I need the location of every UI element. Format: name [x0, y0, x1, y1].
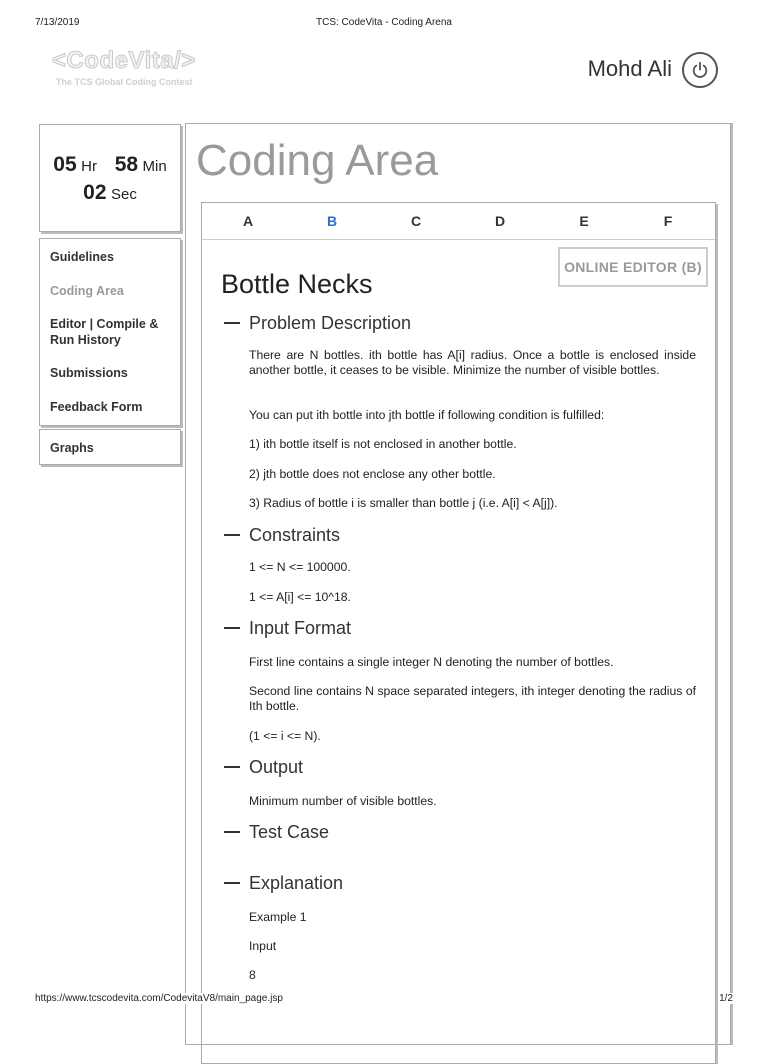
input-paragraph: (1 <= i <= N). [249, 729, 321, 743]
timer-hours-unit: Hr [81, 158, 97, 175]
timer-minutes: 58 [114, 153, 139, 176]
page-title: Coding Area [196, 136, 439, 185]
print-url: https://www.tcscodevita.com/CodevitaV8/main_page.jsp [35, 993, 287, 1004]
section-constraints[interactable] [224, 525, 340, 546]
power-icon [691, 61, 709, 79]
tab-f[interactable]: F [663, 213, 673, 229]
description-paragraph: 3) Radius of bottle i is smaller than bottle j (i.e. A[i] < A[j]). [249, 496, 558, 510]
sidebar-item-guidelines[interactable]: Guidelines [50, 250, 114, 264]
timer-seconds: 02 [83, 181, 107, 204]
print-title: TCS: CodeVita - Coding Arena [315, 17, 452, 28]
section-output[interactable] [224, 757, 303, 778]
sidebar-item-coding-area[interactable]: Coding Area [50, 284, 124, 298]
problem-title: Bottle Necks [221, 269, 373, 299]
codevita-logo[interactable] [52, 48, 212, 90]
tab-a[interactable]: A [242, 213, 254, 229]
timer-hours: 05 [53, 153, 77, 176]
section-title: Problem Description [249, 313, 412, 333]
description-paragraph: 2) jth bottle does not enclose any other bottle. [249, 467, 496, 481]
problem-tabs [202, 203, 715, 240]
output-paragraph: Minimum number of visible bottles. [249, 794, 437, 808]
sidebar-item-editor-history[interactable]: Editor | Compile & Run History [50, 317, 159, 347]
collapse-icon [224, 322, 240, 324]
input-paragraph: First line contains a single integer N denoting the number of bottles. [249, 655, 614, 669]
section-explanation[interactable] [224, 873, 343, 894]
explanation-line: 8 [249, 968, 256, 982]
main-content [185, 123, 731, 1045]
tab-d[interactable]: D [494, 213, 506, 229]
collapse-icon [224, 831, 240, 833]
problem-panel [201, 202, 716, 1064]
explanation-line: Input [249, 939, 277, 953]
print-page-number: 1/2 [719, 993, 733, 1004]
section-input-format[interactable] [224, 618, 351, 639]
section-title: Constraints [249, 525, 341, 545]
collapse-icon [224, 627, 240, 629]
description-paragraph: There are N bottles. ith bottle has A[i] radius. Once a bottle is enclosed inside another bottle, it ceases to be visible. Minimize the number of visible bottles. [249, 348, 696, 377]
graphs-panel [39, 429, 181, 465]
input-paragraph: Second line contains N space separated integers, ith integer denoting the radius of Ith bottle. [249, 684, 696, 713]
user-name: Mohd Ali [587, 56, 672, 81]
online-editor-button[interactable]: ONLINE EDITOR (B) [558, 247, 708, 287]
section-title: Explanation [249, 873, 344, 893]
constraint-item: 1 <= N <= 100000. [249, 560, 351, 574]
sidebar-item-graphs[interactable]: Graphs [50, 441, 94, 455]
countdown-timer [39, 124, 181, 232]
tab-b[interactable]: B [326, 213, 338, 229]
timer-seconds-unit: Sec [110, 186, 137, 203]
section-test-case[interactable] [224, 822, 329, 843]
explanation-line: Example 1 [249, 910, 307, 924]
sidebar-nav [39, 238, 181, 426]
section-title: Input Format [249, 618, 352, 638]
collapse-icon [224, 882, 240, 884]
section-problem-description[interactable] [224, 313, 411, 334]
tab-e[interactable]: E [579, 213, 589, 229]
sidebar-item-submissions[interactable]: Submissions [50, 366, 128, 380]
section-title: Output [249, 757, 304, 777]
constraint-item: 1 <= A[i] <= 10^18. [249, 590, 351, 604]
logo-text: <CodeVita/> [52, 47, 196, 74]
tab-c[interactable]: C [410, 213, 422, 229]
section-title: Test Case [249, 822, 330, 842]
collapse-icon [224, 534, 240, 536]
collapse-icon [224, 766, 240, 768]
description-paragraph: You can put ith bottle into jth bottle if following condition is fulfilled: [249, 408, 605, 422]
logout-button[interactable] [682, 52, 718, 88]
sidebar-item-feedback-form[interactable]: Feedback Form [50, 400, 143, 414]
description-paragraph: 1) ith bottle itself is not enclosed in another bottle. [249, 437, 517, 451]
logo-tagline: The TCS Global Coding Contest [56, 77, 193, 87]
timer-minutes-unit: Min [142, 158, 167, 175]
print-date: 7/13/2019 [35, 17, 80, 28]
